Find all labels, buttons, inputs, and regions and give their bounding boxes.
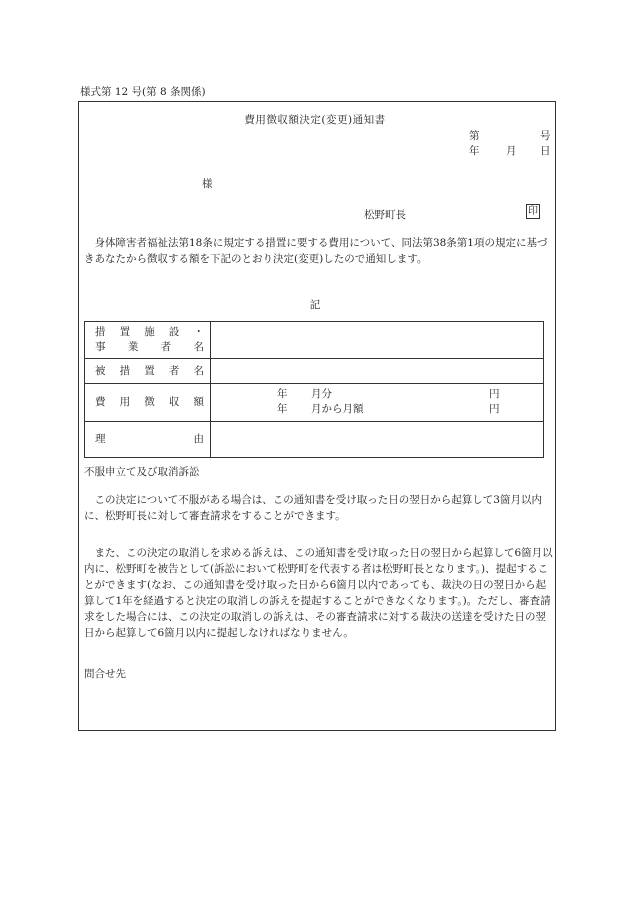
table-row-measure-person xyxy=(85,359,544,384)
facility-value xyxy=(211,322,544,359)
label-char: 費 xyxy=(95,396,106,408)
number-prefix: 第 xyxy=(469,130,480,142)
label-char: 措 xyxy=(119,364,131,377)
label-char: 業 xyxy=(127,341,139,353)
number-suffix: 号 xyxy=(540,130,551,142)
table-row-reason xyxy=(85,422,544,458)
intro-paragraph: 身体障害者福祉法第18条に規定する措置に要する費用について、同法第38条第1項の規定に基づきあなたから徴収する額を下記のとおり決定(変更)したので通知します。 xyxy=(84,237,548,265)
document-title: 費用徴収額決定(変更)通知書 xyxy=(244,114,386,126)
label-char: 事 xyxy=(95,341,106,353)
facility-label-line-2 xyxy=(95,340,204,355)
fee-value xyxy=(211,384,544,422)
reason-value xyxy=(211,422,544,458)
fee-yen-2: 円 xyxy=(489,403,500,415)
fee-month-share: 月分 xyxy=(311,388,332,400)
addressee-honorific: 様 xyxy=(202,178,213,190)
label-char: 収 xyxy=(168,396,180,408)
facility-label-line-1 xyxy=(95,325,204,340)
review-paragraph: この決定について不服がある場合は、この通知書を受け取った日の翌日から起算して3箇月以内に、松野町長に対して審査請求をすることができます。 xyxy=(84,494,542,522)
label-char: 被 xyxy=(95,364,106,377)
lawsuit-paragraph: また、この決定の取消しを求める訴えは、この通知書を受け取った日の翌日から起算して6箇月以内に、松野町を被告として(訴訟において松野町を代表する者は松野町長となります。)、提起することができます(なお、この通知書を受け取った日から6箇月以内であっても、裁決の日の翌日から起算して1年を経過すると決定の取消しの訴えを提起することができなくなります。)。ただし、審査請求をした場合には、この決定の取消しの訴えは、その審査請求に対する裁決の送達を受けた日の翌日から起算して6箇月以内に提起しなければなりません。 xyxy=(84,547,553,639)
issuer-mayor: 松野町長 xyxy=(364,209,406,221)
label-char: 徴 xyxy=(144,396,155,408)
label-char: 施 xyxy=(144,326,155,338)
fee-yen-1: 円 xyxy=(489,388,500,400)
objection-heading: 不服申立て及び取消訴訟 xyxy=(84,466,200,478)
table-row-fee xyxy=(85,384,544,422)
label-char: ・ xyxy=(193,326,204,338)
form-number: 様式第 12 号(第 8 条関係) xyxy=(80,86,206,98)
reason-label xyxy=(85,422,211,458)
details-table xyxy=(84,321,544,458)
label-char: 者 xyxy=(168,364,180,377)
table-row-facility xyxy=(85,322,544,359)
label-char: 由 xyxy=(193,433,204,445)
fee-year-label: 年 xyxy=(277,388,288,400)
label-char: 設 xyxy=(168,326,180,338)
ki-heading: 記 xyxy=(309,299,321,311)
facility-label xyxy=(85,322,211,359)
label-char: 額 xyxy=(193,396,204,408)
measure-person-value xyxy=(211,359,544,384)
fee-year-label-2: 年 xyxy=(277,403,288,415)
label-char: 置 xyxy=(119,326,131,338)
fee-monthly: 月から月額 xyxy=(311,403,364,415)
label-char: 理 xyxy=(95,433,106,445)
label-char: 名 xyxy=(193,341,204,353)
date-year-label: 年 xyxy=(469,145,480,157)
contact-label: 問合せ先 xyxy=(84,668,126,680)
seal-mark: 印 xyxy=(528,206,538,217)
measure-person-label xyxy=(85,359,211,384)
date-day-label: 日 xyxy=(540,145,551,157)
label-char: 名 xyxy=(193,364,204,377)
label-char: 措 xyxy=(95,326,106,338)
date-month-label: 月 xyxy=(506,145,517,157)
label-char: 置 xyxy=(144,364,155,377)
label-char: 者 xyxy=(160,341,172,353)
fee-label xyxy=(85,384,211,422)
label-char: 用 xyxy=(119,396,131,408)
